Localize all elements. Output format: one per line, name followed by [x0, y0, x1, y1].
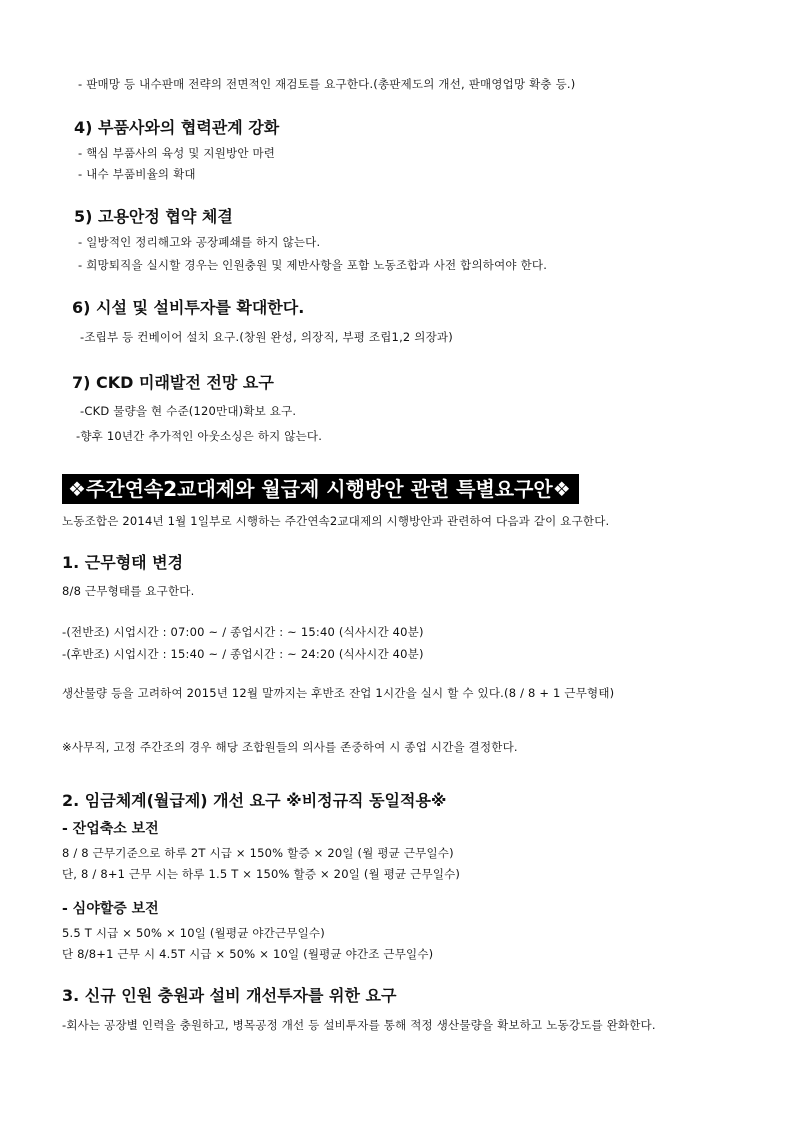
section-7-item-2: -향후 10년간 추가적인 아웃소싱은 하지 않는다. [76, 429, 323, 443]
part-1-title: 1. 근무형태 변경 [62, 553, 184, 572]
section-7-title: 7) CKD 미래발전 전망 요구 [72, 373, 274, 392]
part-3-body: -회사는 공장별 인력을 충원하고, 병목공정 개선 등 설비투자를 통해 적정 생산물량을 확보하고 노동강도를 완화한다. [62, 1018, 656, 1032]
section-4-item-2: - 내수 부품비율의 확대 [78, 167, 196, 181]
part-2-title: 2. 임금체계(월급제) 개선 요구 ※비정규직 동일적용※ [62, 791, 447, 810]
section-4-title: 4) 부품사와의 협력관계 강화 [74, 118, 280, 137]
section-5-item-2: - 희망퇴직을 실시할 경우는 인원충원 및 제반사항을 포함 노동조합과 사전 합의하여야 한다. [78, 258, 548, 272]
section-6-item-1: -조립부 등 컨베이어 설치 요구.(창원 완성, 의장직, 부평 조립1,2 의장과) [80, 330, 453, 344]
section-7-item-1: -CKD 물량을 현 수준(120만대)확보 요구. [80, 404, 297, 418]
overtime-line-2: 단, 8 / 8+1 근무 시는 하루 1.5 T × 150% 할증 × 20일 (월 평균 근무일수) [62, 867, 461, 881]
night-premium-subtitle: - 심야할증 보전 [62, 901, 159, 917]
intro-paragraph: 노동조합은 2014년 1월 1일부로 시행하는 주간연속2교대제의 시행방안과 관련하여 다음과 같이 요구한다. [62, 514, 610, 528]
overtime-line-1: 8 / 8 근무기준으로 하루 2T 시급 × 150% 할증 × 20일 (월 평균 근무일수) [62, 846, 454, 860]
overtime-paragraph: 생산물량 등을 고려하여 2015년 12월 말까지는 후반조 잔업 1시간을 실시 할 수 있다.(8 / 8 + 1 근무형태) [62, 686, 615, 700]
sales-strategy-item: - 판매망 등 내수판매 전략의 전면적인 재검토를 요구한다.(총판제도의 개선, 판매영업망 확충 등.) [78, 77, 576, 91]
section-4-item-1: - 핵심 부품사의 육성 및 지원방안 마련 [78, 146, 276, 160]
section-5-item-1: - 일방적인 정리해고와 공장폐쇄를 하지 않는다. [78, 235, 321, 249]
night-premium-line-2: 단 8/8+1 근무 시 4.5T 시급 × 50% × 10일 (월평균 야간조 근무일수) [62, 947, 434, 961]
part-1-line-1: 8/8 근무형태를 요구한다. [62, 584, 195, 598]
section-5-title: 5) 고용안정 협약 체결 [74, 207, 233, 226]
evening-shift-line: -(후반조) 시업시간 : 15:40 ~ / 종업시간 : ~ 24:20 (식사시간 40분) [62, 647, 424, 661]
overtime-compensation-subtitle: - 잔업축소 보전 [62, 821, 159, 837]
night-premium-line-1: 5.5 T 시급 × 50% × 10일 (월평균 야간근무일수) [62, 926, 325, 940]
part-3-title: 3. 신규 인원 충원과 설비 개선투자를 위한 요구 [62, 986, 397, 1005]
office-note: ※사무직, 고정 주간조의 경우 해당 조합원들의 의사를 존중하여 시 종업 시간을 결정한다. [62, 740, 518, 754]
special-demands-banner: ❖주간연속2교대제와 월급제 시행방안 관련 특별요구안❖ [62, 474, 579, 504]
morning-shift-line: -(전반조) 시업시간 : 07:00 ~ / 종업시간 : ~ 15:40 (식사시간 40분) [62, 625, 424, 639]
section-6-title: 6) 시설 및 설비투자를 확대한다. [72, 298, 305, 317]
